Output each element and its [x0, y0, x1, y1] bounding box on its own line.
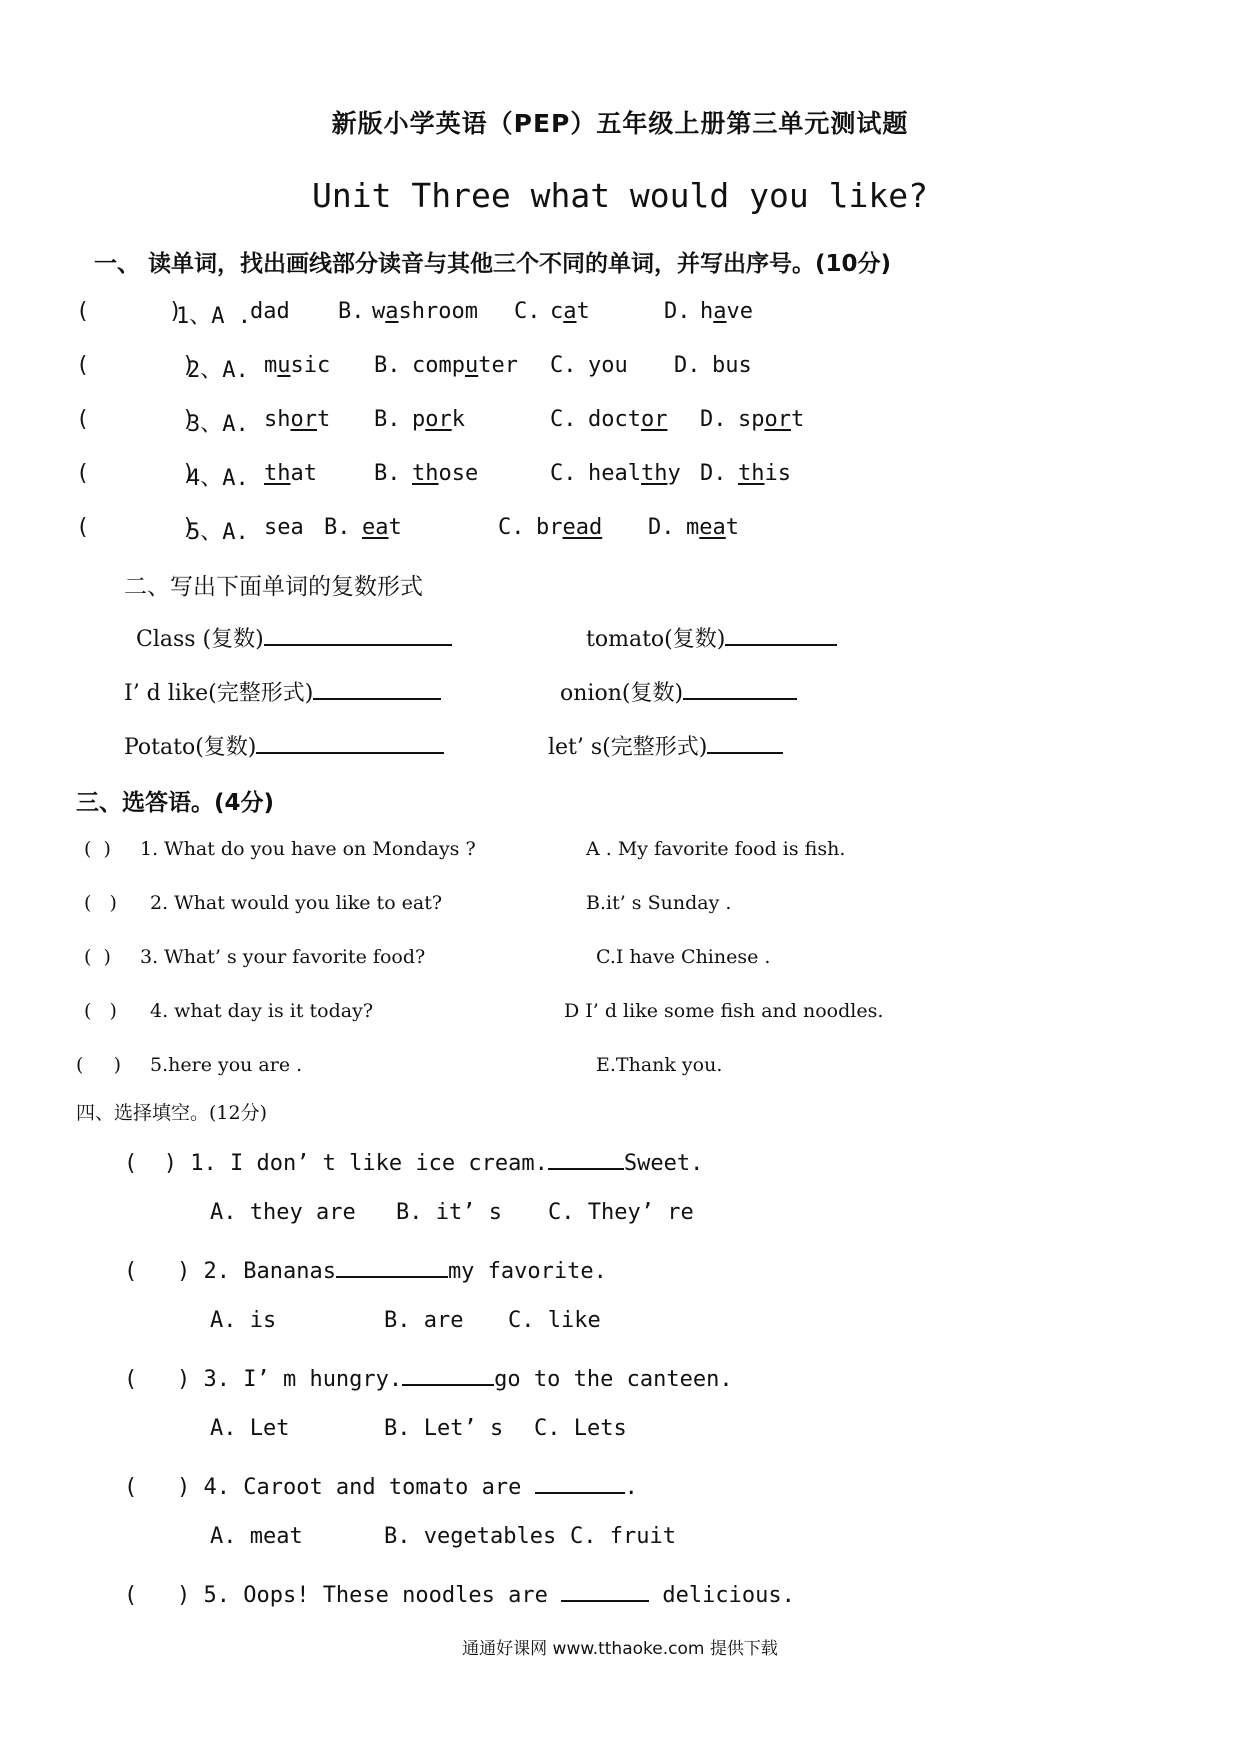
s4-q2-option-c: C. like: [508, 1308, 601, 1333]
s1-q5-a: sea: [264, 515, 304, 540]
s1-q3-paren: ( ): [76, 407, 196, 432]
answer-blank[interactable]: [402, 1362, 494, 1386]
s2-item-tomato: tomato(复数): [586, 622, 837, 653]
s4-q3-option-c: C. Lets: [534, 1416, 627, 1441]
s1-q1-d: have: [700, 299, 753, 324]
s1-q2-b: computer: [412, 353, 518, 378]
s3-q4: 4. what day is it today?: [150, 1000, 374, 1022]
answer-blank[interactable]: [264, 622, 452, 646]
page-subtitle: Unit Three what would you like?: [312, 176, 928, 215]
s2-item-class: Class (复数): [136, 622, 452, 653]
s1-q1-d-label: D.: [664, 299, 691, 324]
section1-heading: 一、 读单词，找出画线部分读音与其他三个不同的单词，并写出序号。(10分): [94, 251, 892, 277]
s4-q2-option-b: B. are: [384, 1308, 464, 1333]
s1-q5-d: meat: [686, 515, 739, 540]
answer-blank[interactable]: [725, 622, 837, 646]
s1-q4-paren: ( ): [76, 461, 196, 486]
page-title: 新版小学英语（PEP）五年级上册第三单元测试题: [331, 109, 909, 138]
s1-q1-b: washroom: [372, 299, 478, 324]
s4-q4-option-a: A. meat: [210, 1524, 303, 1549]
s2-item-potato: Potato(复数): [124, 730, 444, 761]
answer-blank[interactable]: [313, 676, 441, 700]
s3-q5: 5.here you are .: [150, 1054, 303, 1076]
s1-q1-a: dad: [250, 299, 290, 324]
s2-item-lets: let’ s(完整形式): [548, 730, 783, 761]
s1-q1-c-label: C.: [514, 299, 541, 324]
s3-q2-paren: ( ): [84, 892, 117, 914]
s1-q3-b-label: B.: [374, 407, 401, 432]
s1-q3-a: short: [264, 407, 331, 432]
s2-item-onion: onion(复数): [560, 676, 797, 707]
s1-q4-num: 4、A.: [187, 466, 249, 491]
s1-q2-paren: ( ): [76, 353, 196, 378]
s1-q2-d: bus: [712, 353, 752, 378]
s1-q1-num: 1、A .: [176, 304, 251, 329]
s1-q4-d-label: D.: [700, 461, 727, 486]
answer-blank[interactable]: [548, 1146, 624, 1170]
s3-q4-paren: ( ): [84, 1000, 117, 1022]
s4-q2: ( ) 2. Bananas my favorite.: [124, 1254, 607, 1284]
s4-q4-option-c: C. fruit: [570, 1524, 676, 1549]
s1-q5-num: 5、A.: [187, 520, 249, 545]
s1-q5-b: eat: [362, 515, 402, 540]
s1-q4-c: healthy: [588, 461, 681, 486]
answer-blank[interactable]: [256, 730, 444, 754]
s4-q3-option-a: A. Let: [210, 1416, 290, 1441]
s1-q5-paren: ( ): [76, 515, 196, 540]
s1-q5-d-label: D.: [648, 515, 675, 540]
section3-heading: 三、选答语。(4分): [76, 790, 275, 816]
s3-q5-paren: ( ): [76, 1054, 122, 1076]
s1-q3-d: sport: [738, 407, 805, 432]
s1-q4-c-label: C.: [550, 461, 577, 486]
answer-blank[interactable]: [707, 730, 783, 754]
answer-blank[interactable]: [683, 676, 797, 700]
s3-a4: D I’ d like some fish and noodles.: [564, 1000, 884, 1022]
s1-q2-c: you: [588, 353, 628, 378]
s1-q3-c: doctor: [588, 407, 668, 432]
s1-q5-b-label: B.: [324, 515, 351, 540]
s3-a5: E.Thank you.: [596, 1054, 723, 1076]
s4-q3: ( ) 3. I’ m hungry. go to the canteen.: [124, 1362, 733, 1392]
section4-heading: 四、选择填空。(12分): [76, 1102, 268, 1124]
s3-a3: C.I have Chinese .: [596, 946, 771, 968]
s4-q4-option-b: B. vegetables: [384, 1524, 557, 1549]
s1-q4-a: that: [264, 461, 317, 486]
s1-q5-c: bread: [536, 515, 603, 540]
s2-item-id-like: I’ d like(完整形式): [124, 676, 441, 707]
s1-q2-c-label: C.: [550, 353, 577, 378]
s1-q4-b-label: B.: [374, 461, 401, 486]
answer-blank[interactable]: [561, 1578, 649, 1602]
section2-heading: 二、写出下面单词的复数形式: [124, 574, 423, 600]
s3-q3-paren: ( ): [84, 946, 111, 968]
s1-q3-b: pork: [412, 407, 465, 432]
s1-q1-b-label: B.: [338, 299, 365, 324]
s1-q4-d: this: [738, 461, 791, 486]
s4-q1-option-b: B. it’ s: [396, 1200, 502, 1225]
page-footer: 通通好课网 www.tthaoke.com 提供下载: [462, 1639, 778, 1659]
s1-q4-b: those: [412, 461, 479, 486]
s1-q5-c-label: C.: [498, 515, 525, 540]
s3-q1: 1. What do you have on Mondays ?: [140, 838, 476, 860]
answer-blank[interactable]: [336, 1254, 448, 1278]
s1-q3-d-label: D.: [700, 407, 727, 432]
s1-q2-d-label: D.: [674, 353, 701, 378]
s1-q2-b-label: B.: [374, 353, 401, 378]
s1-q1-c: cat: [550, 299, 590, 324]
s4-q1-option-a: A. they are: [210, 1200, 356, 1225]
s1-q3-c-label: C.: [550, 407, 577, 432]
s3-q3: 3. What’ s your favorite food?: [140, 946, 426, 968]
s4-q2-option-a: A. is: [210, 1308, 277, 1333]
s4-q3-option-b: B. Let’ s: [384, 1416, 504, 1441]
s4-q4: ( ) 4. Caroot and tomato are .: [124, 1470, 638, 1500]
s3-q2: 2. What would you like to eat?: [150, 892, 443, 914]
s4-q5: ( ) 5. Oops! These noodles are delicious.: [124, 1578, 795, 1608]
s4-q1-option-c: C. They’ re: [548, 1200, 694, 1225]
s1-q2-num: 2、A.: [187, 358, 249, 383]
s1-q2-a: music: [264, 353, 331, 378]
answer-blank[interactable]: [535, 1470, 625, 1494]
s1-q3-num: 3、A.: [187, 412, 249, 437]
s3-a1: A . My favorite food is fish.: [586, 838, 846, 860]
s1-q1-paren: ( ): [76, 299, 182, 324]
s4-q1: ( ) 1. I don’ t like ice cream. Sweet.: [124, 1146, 703, 1176]
s3-q1-paren: ( ): [84, 838, 111, 860]
s3-a2: B.it’ s Sunday .: [586, 892, 732, 914]
